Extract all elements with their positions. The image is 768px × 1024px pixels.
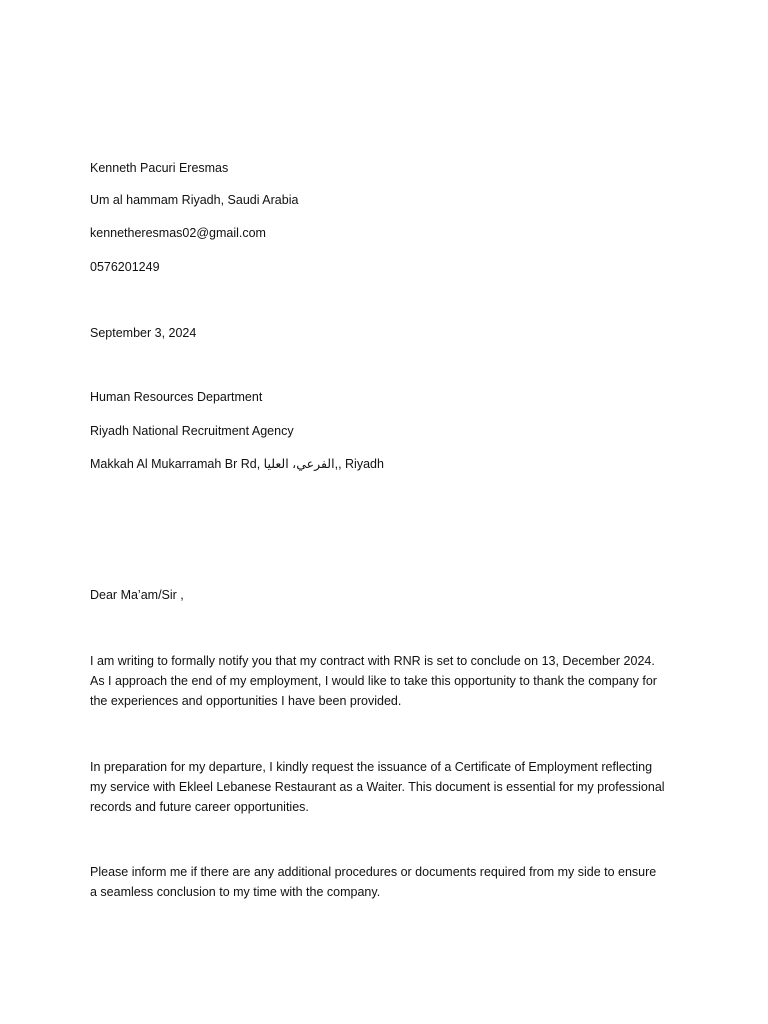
paragraph-line: In preparation for my departure, I kindly request the issuance of a Certificate of Employment reflecting [90,760,653,774]
sender-name: Kenneth Pacuri Eresmas [90,161,229,175]
sender-phone: 0576201249 [90,260,160,274]
paragraph-line: Please inform me if there are any additional procedures or documents required from my side to ensure [90,865,657,879]
body-paragraph-1 [90,651,680,711]
paragraph-line: the experiences and opportunities I have been provided. [90,694,402,708]
paragraph-line: I am writing to formally notify you that my contract with RNR is set to conclude on 13, December 2024. [90,654,655,668]
sender-address: Um al hammam Riyadh, Saudi Arabia [90,193,299,207]
body-paragraph-2 [90,757,680,817]
paragraph-line: my service with Ekleel Lebanese Restaurant as a Waiter. This document is essential for my professional [90,780,665,794]
paragraph-line: records and future career opportunities. [90,800,309,814]
recipient-company: Riyadh National Recruitment Agency [90,424,294,438]
recipient-department: Human Resources Department [90,390,263,404]
letter-date: September 3, 2024 [90,326,197,340]
recipient-address: Makkah Al Mukarramah Br Rd, الفرعي، العليا,, Riyadh [90,457,384,471]
body-paragraph-3 [90,862,680,902]
salutation: Dear Ma’am/Sir , [90,588,184,602]
sender-email: kennetheresmas02@gmail.com [90,226,266,240]
paragraph-line: As I approach the end of my employment, I would like to take this opportunity to thank the company for [90,674,657,688]
paragraph-line: a seamless conclusion to my time with the company. [90,885,381,899]
